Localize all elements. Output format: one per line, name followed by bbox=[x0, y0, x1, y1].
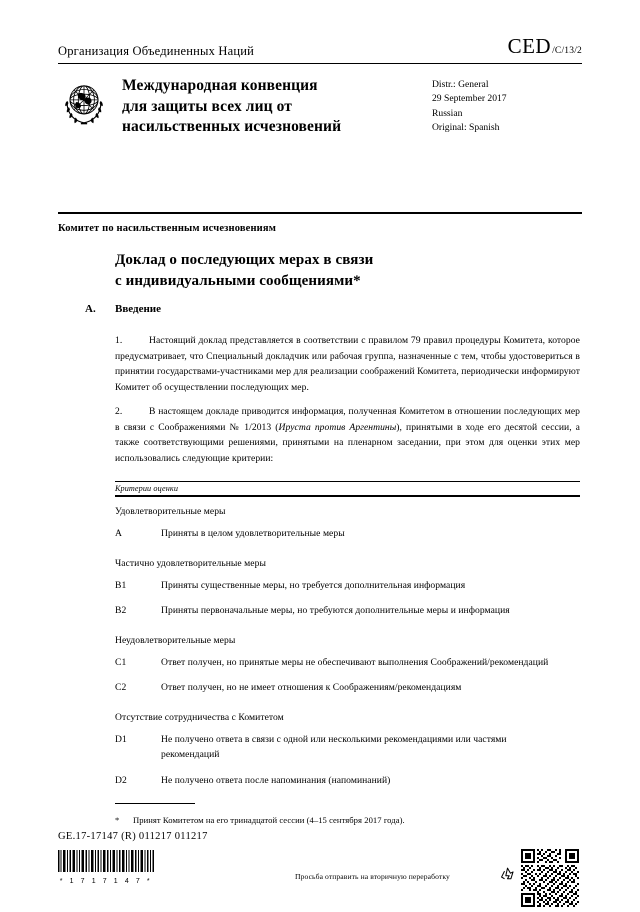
criteria-code: D1 bbox=[115, 733, 127, 745]
footnote-text: Принят Комитетом на его тринадцатой сессии (4–15 сентября 2017 года). bbox=[133, 815, 405, 825]
masthead-divider bbox=[58, 63, 582, 64]
criteria-code: C1 bbox=[115, 656, 127, 668]
masthead-bottom-row bbox=[58, 75, 582, 138]
criteria-group bbox=[115, 558, 580, 619]
case-name-italic: Ируста против Аргентины bbox=[278, 421, 397, 433]
distribution-original: Original: Spanish bbox=[432, 122, 500, 134]
criteria-group bbox=[115, 712, 580, 789]
criteria-code: D2 bbox=[115, 774, 127, 786]
paragraph-2-text-after: ), принятыми в ходе его десятой сессии, а также соответствующими решениями, принятыми на пленарном заседании, при этом для оценки этих мер использовались следующие критерии: bbox=[115, 421, 580, 464]
footnote-marker: * bbox=[115, 815, 120, 825]
criteria-description: Приняты существенные меры, но требуется дополнительная информация bbox=[161, 579, 466, 591]
committee-name: Комитет по насильственным исчезновениям bbox=[58, 223, 276, 234]
criteria-group bbox=[115, 506, 580, 542]
criteria-table-header: Критерии оценки bbox=[115, 481, 580, 495]
convention-title-line-3: насильственных исчезновений bbox=[122, 118, 342, 136]
criteria-row bbox=[115, 603, 580, 619]
criteria-row bbox=[115, 526, 580, 542]
paragraph-1-text: Настоящий доклад представляется в соответствии с правилом 79 правил процедуры Комитета, которое предусматривает, что Специальный докладчик или рабочая группа, назначенные с тем, чтобы удостовериться в принятии государствами-участниками мер для реализации соображений Комитета, периодически информируют Комитет об осуществлении последующих мер. bbox=[115, 335, 580, 393]
paragraph-2-text-before: В настоящем докладе приводится информация, полученная Комитетом в отношении последующих мер в связи с Соображениями № 1/2013 ( bbox=[115, 406, 580, 433]
section-title: Введение bbox=[115, 303, 162, 315]
criteria-code: C2 bbox=[115, 682, 127, 694]
un-emblem-icon bbox=[58, 77, 110, 129]
criteria-row bbox=[115, 773, 580, 789]
page-title-line-1: Доклад о последующих мерах в связи bbox=[115, 252, 374, 268]
header-body-divider bbox=[58, 212, 582, 214]
criteria-row bbox=[115, 655, 580, 671]
ge-number: GE.17-17147 (R) 011217 011217 bbox=[58, 831, 208, 842]
paragraph-1-number: 1. bbox=[115, 335, 123, 346]
barcode-number: * 1 7 1 7 1 4 7 * bbox=[59, 878, 153, 885]
page-title bbox=[115, 250, 555, 293]
paragraph-2 bbox=[115, 404, 580, 467]
distribution-block bbox=[432, 75, 582, 136]
document-symbol-main: CED bbox=[507, 34, 552, 58]
masthead bbox=[58, 34, 582, 138]
criteria-row bbox=[115, 578, 580, 594]
recycle-note: Просьба отправить на вторичную переработку bbox=[295, 872, 450, 881]
criteria-code: A bbox=[115, 528, 122, 539]
criteria-row bbox=[115, 680, 580, 696]
convention-title-line-2: для защиты всех лиц от bbox=[122, 97, 292, 115]
distribution-type: Distr.: General bbox=[432, 79, 489, 90]
criteria-group-label: Отсутствие сотрудничества с Комитетом bbox=[115, 711, 284, 723]
criteria-description: Приняты в целом удовлетворительные меры bbox=[161, 528, 345, 539]
masthead-top-row bbox=[58, 34, 582, 59]
criteria-code: B1 bbox=[115, 579, 127, 591]
document-symbol-suffix: /C/13/2 bbox=[552, 46, 582, 56]
section-letter: A. bbox=[85, 303, 96, 315]
footnote-separator bbox=[115, 803, 195, 804]
recycle-icon bbox=[499, 866, 516, 883]
criteria-table bbox=[115, 481, 580, 798]
criteria-header-rule bbox=[115, 495, 580, 497]
criteria-code: B2 bbox=[115, 605, 127, 617]
criteria-description: Не получено ответа в связи с одной или несколькими рекомендациями или частями рекомендаций bbox=[161, 733, 507, 761]
barcode bbox=[58, 850, 154, 885]
criteria-row bbox=[115, 732, 580, 763]
distribution-language: Russian bbox=[432, 107, 463, 119]
convention-title-line-1: Международная конвенция bbox=[122, 77, 318, 94]
convention-title bbox=[122, 75, 424, 138]
criteria-group-label: Частично удовлетворительные меры bbox=[115, 557, 266, 569]
page-title-line-2: с индивидуальными сообщениями* bbox=[115, 273, 361, 290]
criteria-description: Ответ получен, но не имеет отношения к Соображениям/рекомендациям bbox=[161, 682, 462, 694]
organization-name: Организация Объединенных Наций bbox=[58, 44, 255, 59]
criteria-group-label: Удовлетворительные меры bbox=[115, 506, 226, 517]
criteria-group-label: Неудовлетворительные меры bbox=[115, 634, 236, 646]
criteria-description: Приняты первоначальные меры, но требуются дополнительные меры и информация bbox=[161, 605, 510, 617]
document-symbol bbox=[508, 34, 582, 59]
footnote bbox=[115, 814, 580, 826]
qr-code bbox=[521, 849, 579, 907]
criteria-description: Не получено ответа после напоминания (напоминаний) bbox=[161, 774, 391, 786]
criteria-group bbox=[115, 635, 580, 696]
paragraph-2-number: 2. bbox=[115, 406, 123, 417]
distribution-date: 29 September 2017 bbox=[432, 93, 507, 105]
section-heading bbox=[85, 303, 161, 315]
criteria-description: Ответ получен, но принятые меры не обеспечивают выполнения Соображений/рекомендаций bbox=[161, 656, 549, 668]
paragraph-1 bbox=[115, 333, 580, 396]
